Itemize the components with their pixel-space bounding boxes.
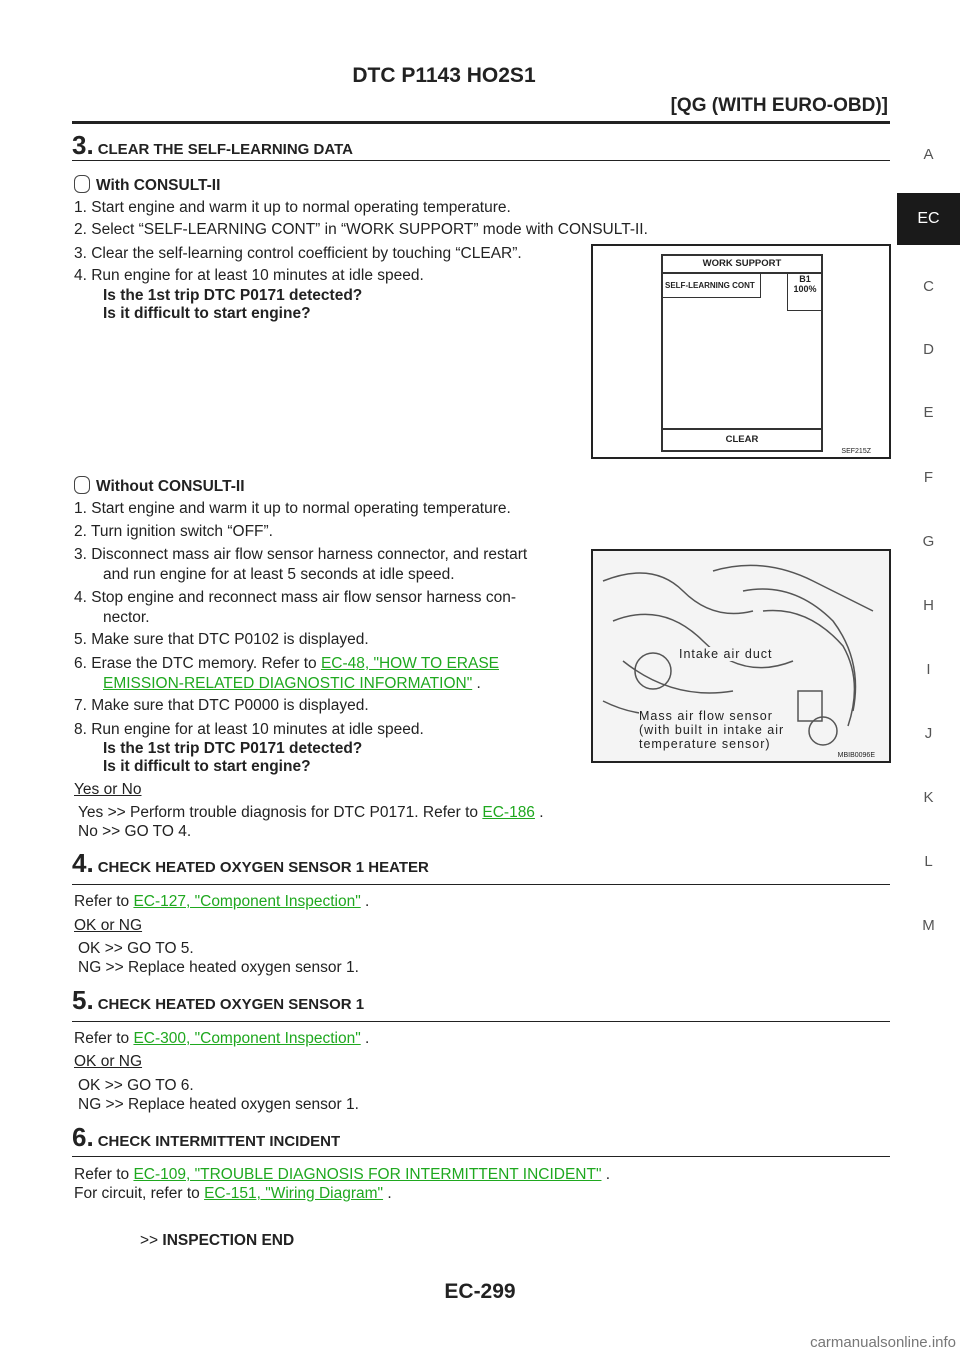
maf-label-line1: Mass air flow sensor <box>639 709 773 723</box>
ok-result: OK >> GO TO 5. <box>78 940 194 957</box>
without-step-5: 5. Make sure that DTC P0102 is displayed. <box>74 631 369 648</box>
self-learning-item: SELF-LEARNING CONT <box>663 274 761 298</box>
ec48-link-cont[interactable]: EMISSION-RELATED DIAGNOSTIC INFORMATION" <box>103 675 473 692</box>
inspection-end: >> INSPECTION END <box>140 1232 295 1249</box>
without-step-6: 6. Erase the DTC memory. Refer to EC-48, "HOW TO ERASE <box>74 655 499 672</box>
with-question-1: Is the 1st trip DTC P0171 detected? <box>103 287 363 304</box>
maf-label-line3: temperature sensor) <box>639 737 771 751</box>
photo-code: MBIB0096E <box>837 752 875 759</box>
side-tab-e[interactable]: E <box>923 404 934 421</box>
without-step-4b: nector. <box>103 609 150 626</box>
ok-result: OK >> GO TO 6. <box>78 1077 194 1094</box>
step-number: 3. <box>72 130 94 160</box>
without-step-3: 3. Disconnect mass air flow sensor harness connector, and restart <box>74 546 528 563</box>
figure-code: SEF215Z <box>841 448 871 455</box>
with-question-2: Is it difficult to start engine? <box>103 305 311 322</box>
bank-percent: 100% <box>793 284 817 294</box>
step-6-circuit: For circuit, refer to EC-151, "Wiring Diagram" . <box>74 1185 392 1202</box>
work-support-title: WORK SUPPORT <box>663 256 821 274</box>
intake-duct-label: Intake air duct <box>679 647 773 661</box>
side-tab-ec[interactable]: EC <box>897 193 960 245</box>
step-title: CHECK HEATED OXYGEN SENSOR 1 HEATER <box>97 859 429 876</box>
step-number: 5. <box>72 985 94 1015</box>
ec109-link[interactable]: EC-109, "TROUBLE DIAGNOSIS FOR INTERMITTENT INCIDENT" <box>133 1166 602 1183</box>
yes-no-label: Yes or No <box>74 781 142 798</box>
page-title: DTC P1143 HO2S1 <box>352 64 536 87</box>
step-3-heading <box>72 130 890 161</box>
without-question-1: Is the 1st trip DTC P0171 detected? <box>103 740 363 757</box>
step-title: CHECK HEATED OXYGEN SENSOR 1 <box>97 996 365 1013</box>
without-question-2: Is it difficult to start engine? <box>103 758 311 775</box>
side-tab-h[interactable]: H <box>923 597 934 614</box>
with-step-3: 3. Clear the self-learning control coefficient by touching “CLEAR”. <box>74 245 522 262</box>
step-5-heading <box>72 985 890 1022</box>
ec127-link[interactable]: EC-127, "Component Inspection" <box>133 893 361 910</box>
step-5-refer: Refer to EC-300, "Component Inspection" . <box>74 1030 370 1047</box>
with-step-4: 4. Run engine for at least 10 minutes at idle speed. <box>74 267 424 284</box>
side-tab-m[interactable]: M <box>922 917 935 934</box>
consult-icon <box>74 175 90 193</box>
ec48-link[interactable]: EC-48, "HOW TO ERASE <box>320 655 499 672</box>
without-step-1: 1. Start engine and warm it up to normal operating temperature. <box>74 500 511 517</box>
side-tab-f[interactable]: F <box>923 469 934 486</box>
bank-value <box>787 274 822 311</box>
step-title: CHECK INTERMITTENT INCIDENT <box>97 1133 341 1150</box>
no-consult-icon <box>74 476 90 494</box>
ng-result: NG >> Replace heated oxygen sensor 1. <box>78 1096 359 1113</box>
engine-photo-figure <box>591 549 891 763</box>
side-tab-a[interactable]: A <box>923 146 934 163</box>
step-number: 4. <box>72 848 94 878</box>
no-result: No >> GO TO 4. <box>78 823 192 840</box>
side-tab-j[interactable]: J <box>924 725 933 742</box>
without-step-4: 4. Stop engine and reconnect mass air flow sensor harness con- <box>74 589 516 606</box>
maf-sensor-label <box>639 709 784 751</box>
side-tab-i[interactable]: I <box>926 661 931 678</box>
step-number: 6. <box>72 1122 94 1152</box>
side-tab-c[interactable]: C <box>923 278 934 295</box>
ec186-link[interactable]: EC-186 <box>482 804 535 821</box>
ng-result: NG >> Replace heated oxygen sensor 1. <box>78 959 359 976</box>
ok-ng-label: OK or NG <box>74 917 143 934</box>
step-4-heading <box>72 848 890 885</box>
side-tab-g[interactable]: G <box>922 533 935 550</box>
ok-ng-label: OK or NG <box>74 1053 143 1070</box>
with-consult-label: With CONSULT-II <box>74 175 220 196</box>
without-step-8: 8. Run engine for at least 10 minutes at idle speed. <box>74 721 424 738</box>
with-step-1: 1. Start engine and warm it up to normal operating temperature. <box>74 199 511 216</box>
side-tab-k[interactable]: K <box>923 789 934 806</box>
without-consult-label: Without CONSULT-II <box>74 476 245 497</box>
ec300-link[interactable]: EC-300, "Component Inspection" <box>133 1030 361 1047</box>
with-step-2: 2. Select “SELF-LEARNING CONT” in “WORK SUPPORT” mode with CONSULT-II. <box>74 221 648 238</box>
without-step-6b: EMISSION-RELATED DIAGNOSTIC INFORMATION" . <box>103 675 481 692</box>
maf-label-line2: (with built in intake air <box>639 723 785 737</box>
header-rule <box>72 121 890 124</box>
page-subtitle: [QG (WITH EURO-OBD)] <box>670 95 888 116</box>
clear-button[interactable]: CLEAR <box>663 428 821 450</box>
without-step-7: 7. Make sure that DTC P0000 is displayed. <box>74 697 369 714</box>
step-6-refer: Refer to EC-109, "TROUBLE DIAGNOSIS FOR INTERMITTENT INCIDENT" . <box>74 1166 611 1183</box>
bank-label: B1 <box>799 274 811 284</box>
work-support-figure <box>591 244 891 459</box>
page-number: EC-299 <box>444 1280 516 1303</box>
side-tab-d[interactable]: D <box>923 341 934 358</box>
ec151-link[interactable]: EC-151, "Wiring Diagram" <box>204 1185 384 1202</box>
step-4-refer: Refer to EC-127, "Component Inspection" . <box>74 893 370 910</box>
step-6-heading <box>72 1122 890 1157</box>
without-step-2: 2. Turn ignition switch “OFF”. <box>74 523 273 540</box>
without-step-3b: and run engine for at least 5 seconds at idle speed. <box>103 566 455 583</box>
step-title: CLEAR THE SELF-LEARNING DATA <box>97 141 353 158</box>
yes-result: Yes >> Perform trouble diagnosis for DTC P0171. Refer to EC-186 . <box>78 804 544 821</box>
watermark: carmanualsonline.info <box>810 1334 956 1351</box>
consult-screen <box>661 254 823 452</box>
side-tab-l[interactable]: L <box>924 853 933 870</box>
